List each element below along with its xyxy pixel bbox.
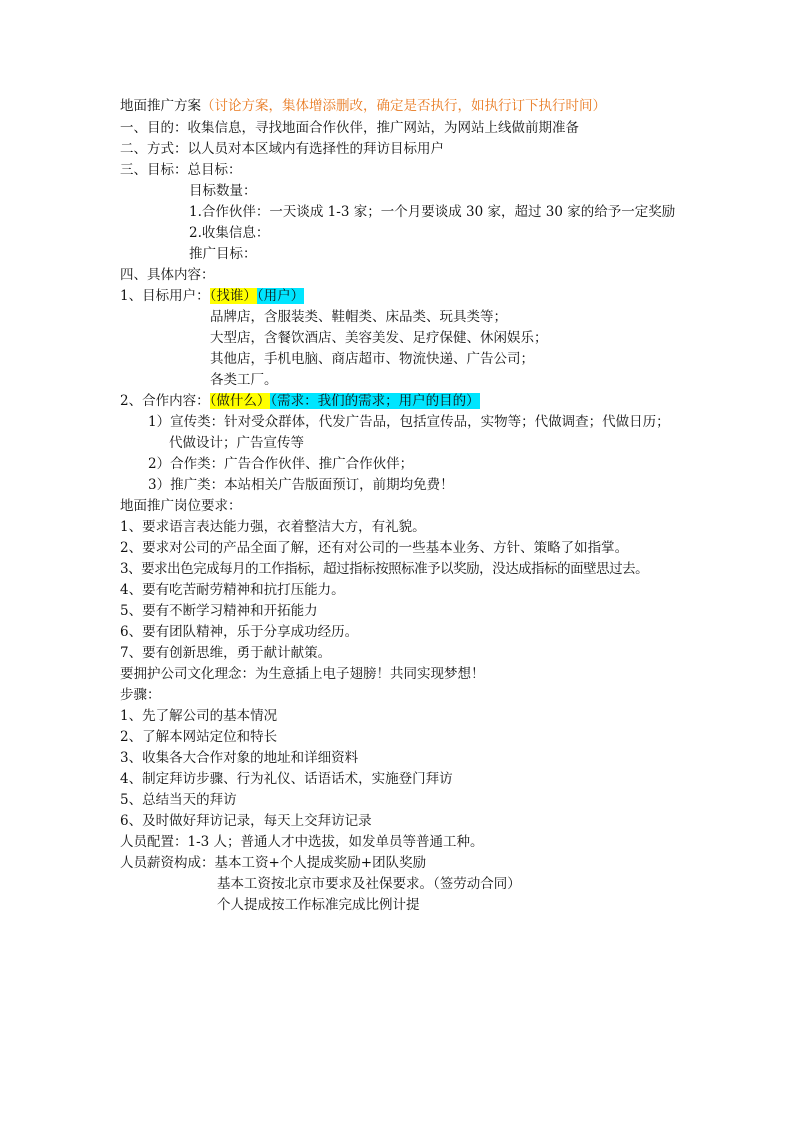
who-highlight: （找谁）: [209, 288, 257, 304]
target-user-item: 大型店，含餐饮酒店、美容美发、足疗保健、休闲娱乐；: [210, 330, 548, 346]
requirement-item: 4、要有吃苦耐劳精神和抗打压能力。: [120, 582, 345, 598]
step-item: 3、收集各大合作对象的地址和详细资料: [120, 750, 359, 766]
requirement-item: 1、要求语言表达能力强，衣着整洁大方，有礼貌。: [120, 519, 426, 535]
goal-partners: 1.合作伙伴：一天谈成 1-3 家；一个月要谈成 30 家，超过 30 家的给予一定奖励: [189, 204, 676, 220]
step-item: 6、及时做好拜访记录，每天上交拜访记录: [120, 813, 372, 829]
method-line: 二、方式：以人员对本区域内有选择性的拜访目标用户: [120, 141, 444, 157]
cooperation-item: 3）推广类：本站相关广告版面预订，前期均免费！: [148, 477, 454, 493]
title-note: （讨论方案，集体增添删改，确定是否执行，如执行订下执行时间）: [201, 98, 606, 114]
culture-line: 要拥护公司文化理念：为生意插上电子翅膀！共同实现梦想！: [120, 666, 485, 682]
target-users-label: 1、目标用户：: [120, 288, 210, 304]
target-users-line: [120, 286, 304, 306]
user-highlight: （用户）: [256, 288, 305, 304]
goal-quantity: 目标数量：: [189, 183, 257, 199]
goal-info: 2.收集信息：: [189, 225, 270, 241]
need-highlight: （需求：我们的需求；用户的目的）: [270, 393, 480, 409]
goal-line: 三、目标：总目标：: [120, 162, 242, 178]
content-heading: 四、具体内容：: [120, 267, 215, 283]
title-main: 地面推广方案: [120, 98, 201, 114]
cooperation-item: 代做设计；广告宣传等: [169, 435, 304, 451]
requirement-item: 2、要求对公司的产品全面了解，还有对公司的一些基本业务、方针、策略了如指掌。: [120, 540, 629, 556]
target-user-item: 品牌店，含服装类、鞋帽类、床品类、玩具类等；: [210, 309, 507, 325]
step-item: 4、制定拜访步骤、行为礼仪、话语话术，实施登门拜访: [120, 771, 453, 787]
cooperation-label: 2、合作内容：: [120, 393, 210, 409]
steps-heading: 步骤：: [120, 687, 161, 703]
what-highlight: （做什么）: [209, 393, 271, 409]
target-user-item: 各类工厂。: [210, 372, 278, 388]
document-title: [120, 96, 606, 116]
goal-promotion: 推广目标：: [189, 246, 257, 262]
step-item: 2、了解本网站定位和特长: [120, 729, 278, 745]
salary-item: 基本工资按北京市要求及社保要求。（签劳动合同）: [217, 876, 521, 892]
staff-config: 人员配置：1-3 人；普通人才中选拔，如发单员等普通工种。: [120, 834, 484, 850]
cooperation-item: 2）合作类：广告合作伙伴、推广合作伙伴；: [148, 456, 414, 472]
step-item: 5、总结当天的拜访: [120, 792, 237, 808]
requirement-item: 7、要有创新思维，勇于献计献策。: [120, 645, 332, 661]
purpose-line: 一、目的：收集信息，寻找地面合作伙伴，推广网站，为网站上线做前期准备: [120, 120, 579, 136]
cooperation-item: 1）宣传类：针对受众群体，代发广告品，包括宣传品，实物等；代做调查；代做日历；: [148, 414, 670, 430]
requirements-heading: 地面推广岗位要求：: [120, 498, 242, 514]
salary-item: 个人提成按工作标准完成比例计提: [217, 897, 420, 913]
requirement-item: 5、要有不断学习精神和开拓能力: [120, 603, 318, 619]
requirement-item: 6、要有团队精神，乐于分享成功经历。: [120, 624, 359, 640]
step-item: 1、先了解公司的基本情况: [120, 708, 278, 724]
requirement-item: 3、要求出色完成每月的工作指标，超过指标按照标准予以奖励，没达成指标的面壁思过去。: [120, 561, 649, 577]
target-user-item: 其他店，手机电脑、商店超市、物流快递、广告公司；: [210, 351, 534, 367]
cooperation-line: [120, 391, 480, 411]
salary-line: 人员薪资构成：基本工资+个人提成奖励+团队奖励: [120, 855, 427, 871]
